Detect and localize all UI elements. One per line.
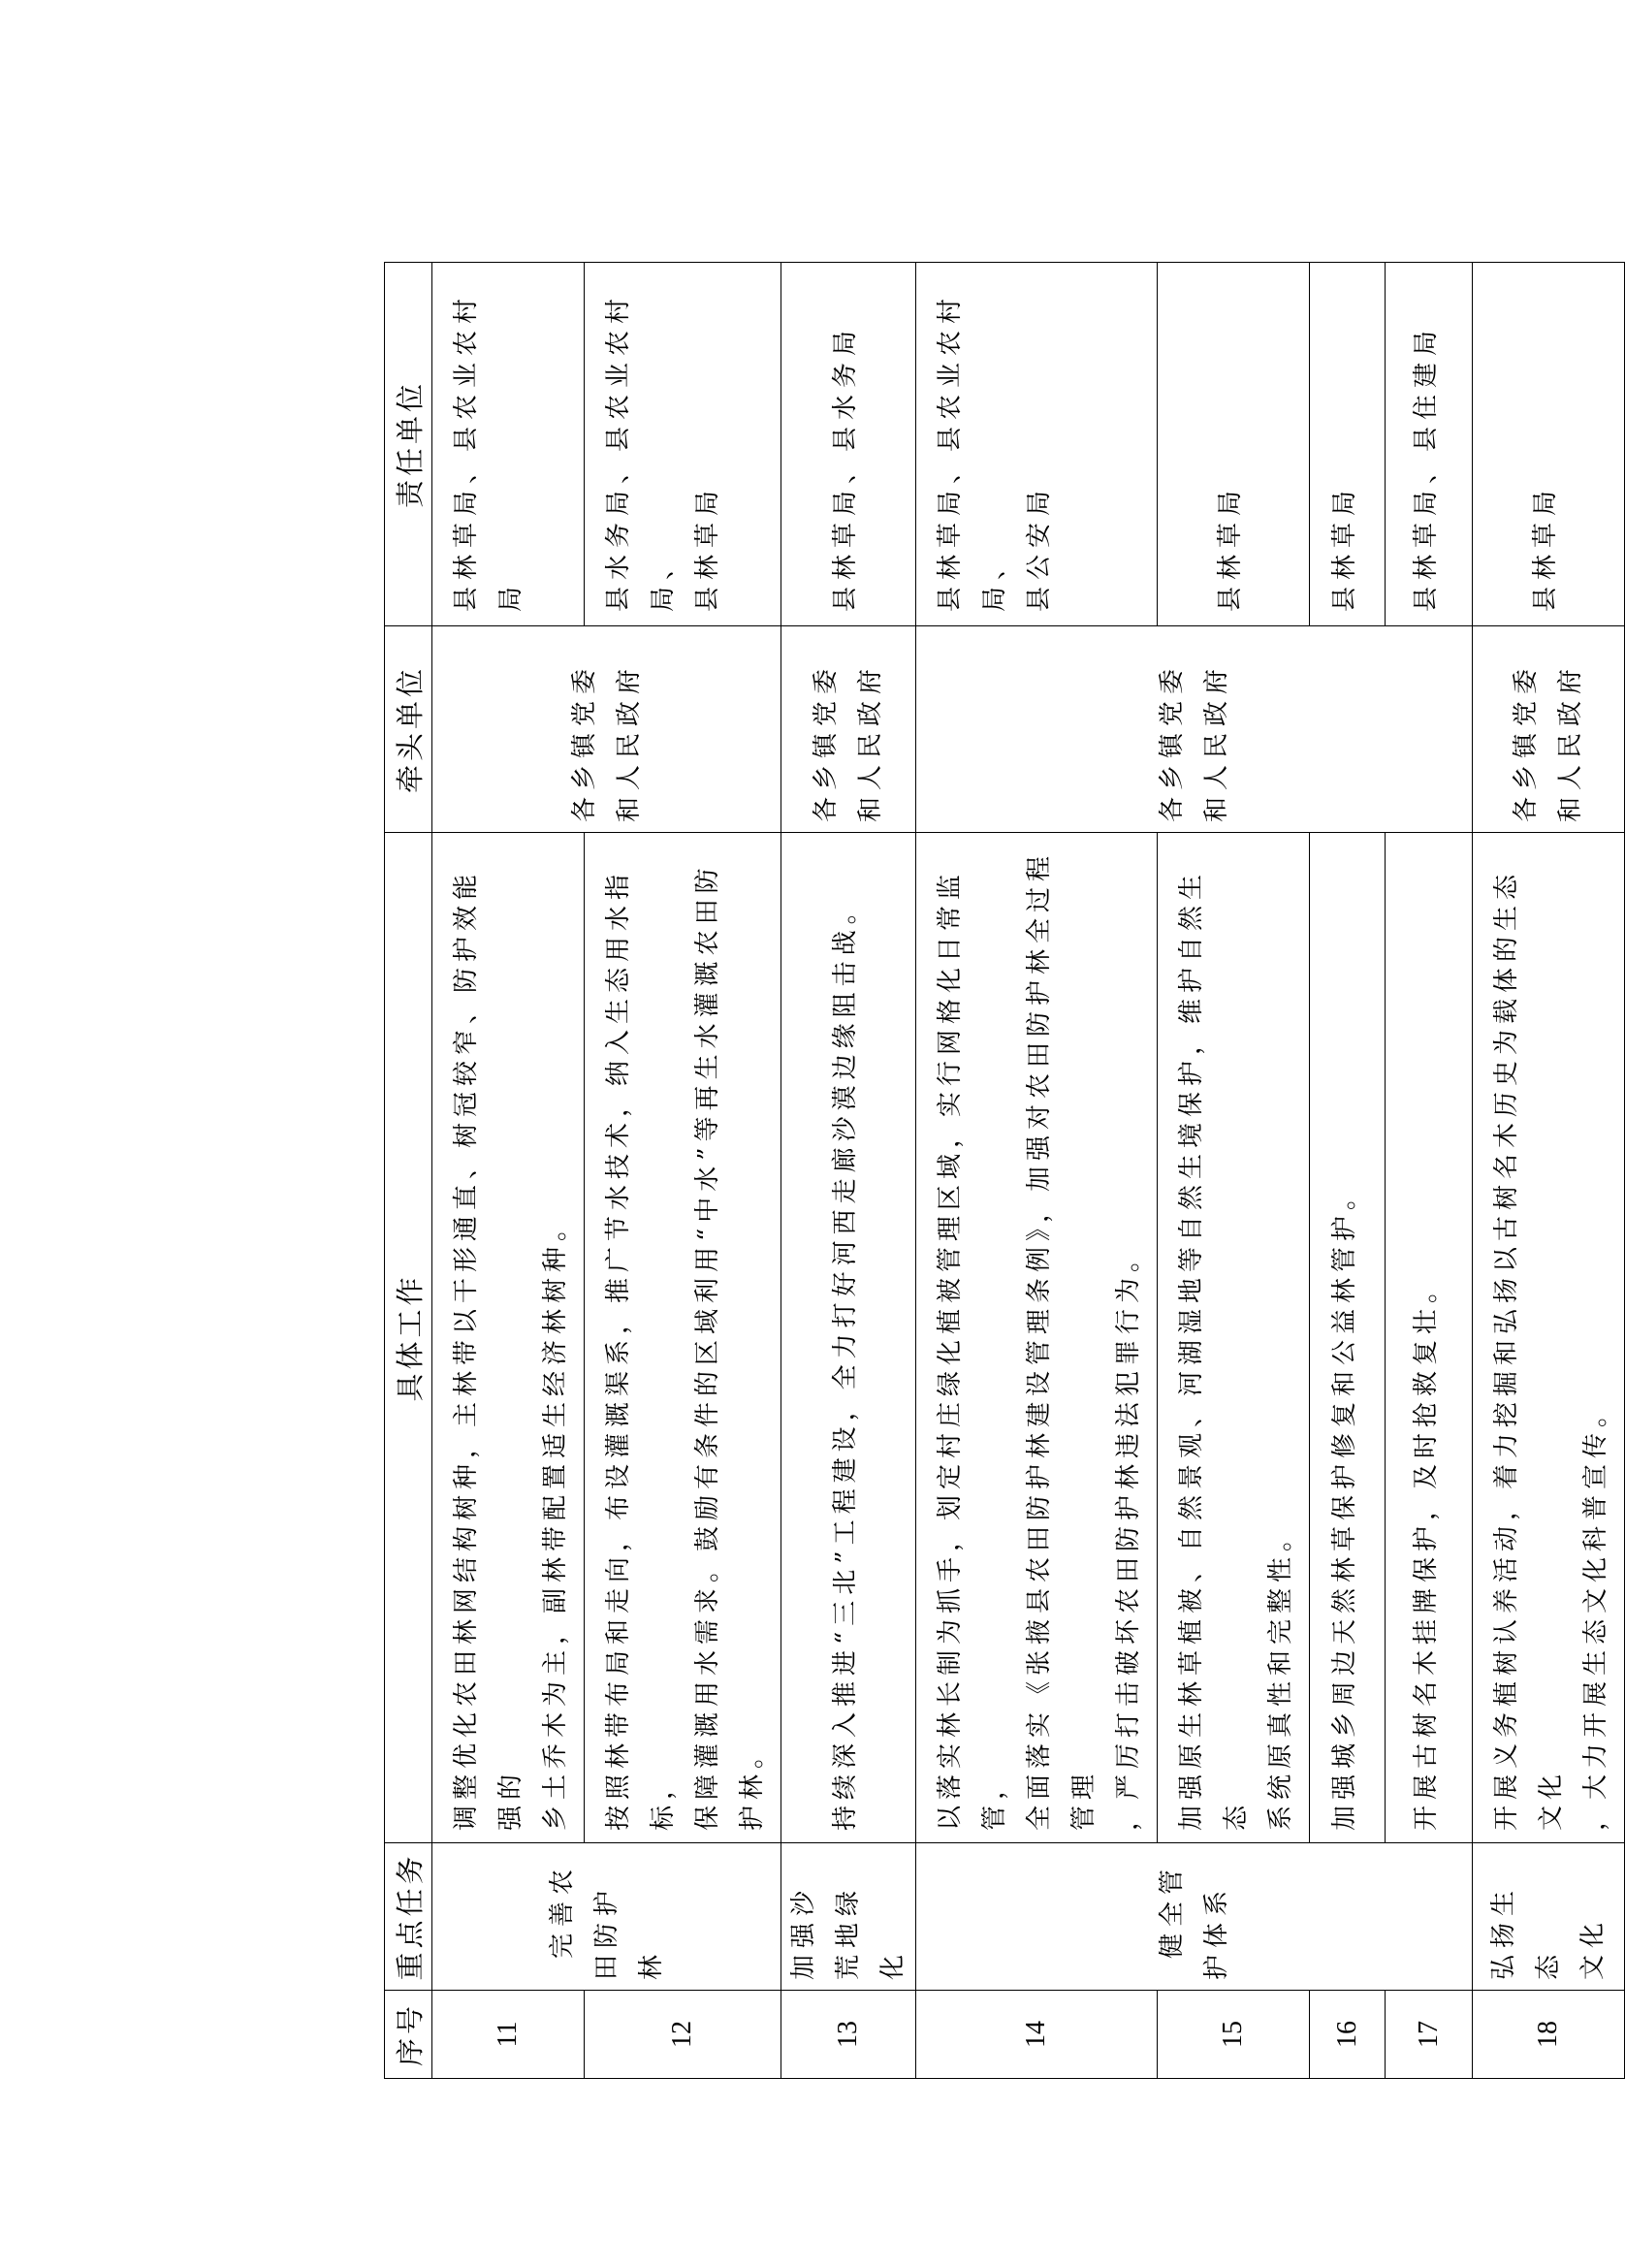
resp-line: 县林草局、县住建局 <box>1411 323 1441 612</box>
work-line: 系统原真性和完整性。 <box>1266 1519 1295 1831</box>
lead-line: 各乡镇党委 <box>1157 661 1187 822</box>
lead-line: 各乡镇党委 <box>569 661 599 822</box>
resp-cell <box>1386 263 1473 626</box>
row-number: 13 <box>781 1991 916 2079</box>
task-line: 健全管 <box>1157 1862 1187 1959</box>
table-row <box>1310 263 1386 2079</box>
task-line: 弘扬生态 <box>1489 1883 1563 1980</box>
resp-line: 县水务局、县农业农村局、 <box>604 291 678 612</box>
work-cell <box>1310 833 1386 1843</box>
row-number: 14 <box>916 1991 1158 2079</box>
row-number: 11 <box>432 1991 585 2079</box>
resp-line: 县林草局、县农业农村局 <box>452 291 526 612</box>
work-line: 全面落实《张掖县农田防护林建设管理条例》，加强对农田防护林全过程管理 <box>1025 849 1099 1831</box>
work-cell <box>1386 833 1473 1843</box>
work-line: 开展义务植树认养活动，着力挖掘和弘扬以古树名木历史为载体的生态文化 <box>1492 868 1566 1831</box>
work-cell <box>585 833 781 1843</box>
table-row <box>1473 263 1625 2079</box>
table-row <box>916 263 1158 2079</box>
resp-cell <box>1473 263 1625 626</box>
work-cell <box>1158 833 1310 1843</box>
work-cell <box>781 833 916 1843</box>
lead-line: 各乡镇党委 <box>812 661 841 822</box>
work-cell <box>916 833 1158 1843</box>
resp-line: 县公安局 <box>1025 483 1054 612</box>
row-number: 16 <box>1310 1991 1386 2079</box>
header-num: 序号 <box>385 1991 432 2079</box>
resp-cell <box>1310 263 1386 626</box>
header-lead: 牵头单位 <box>385 626 432 833</box>
row-number: 17 <box>1386 1991 1473 2079</box>
work-line: 开展古树名木挂牌保护，及时抢救复壮。 <box>1411 1271 1441 1831</box>
resp-cell <box>781 263 916 626</box>
work-cell <box>1473 833 1625 1843</box>
lead-line: 和人民政府 <box>614 661 644 822</box>
table-row <box>432 263 585 2079</box>
task-cell <box>432 1843 781 1991</box>
work-line: ，大力开展生态文化科普宣传。 <box>1581 1395 1610 1831</box>
task-line: 护体系 <box>1201 1883 1231 1980</box>
work-line: 持续深入推进“三北”工程建设，全力打好河西走廊沙漠边缘阻击战。 <box>831 893 860 1831</box>
task-line: 文化 <box>1578 1915 1608 1980</box>
lead-cell <box>432 626 781 833</box>
work-line: 以落实林长制为抓手，划定村庄绿化植被管理区域，实行网格化日常监管， <box>936 868 1009 1831</box>
header-work: 具体工作 <box>385 833 432 1843</box>
work-line: ，严厉打击破坏农田防护林违法犯罪行为。 <box>1114 1240 1143 1831</box>
table-row <box>781 263 916 2079</box>
resp-cell <box>585 263 781 626</box>
resp-line: 县林草局 <box>1531 483 1560 612</box>
resp-line: 县林草局 <box>1216 483 1245 612</box>
table-row <box>1386 263 1473 2079</box>
task-cell <box>916 1843 1473 1991</box>
resp-line: 县林草局 <box>693 483 722 612</box>
row-number: 15 <box>1158 1991 1310 2079</box>
work-line: 保障灌溉用水需求。鼓励有条件的区域利用“中水”等再生水灌溉农田防护林。 <box>693 862 767 1831</box>
lead-line: 和人民政府 <box>1556 661 1585 822</box>
task-line: 荒地绿化 <box>834 1883 908 1980</box>
table-row <box>585 263 781 2079</box>
work-line: 乡土乔木为主，副林带配置适生经济林树种。 <box>541 1209 570 1831</box>
lead-cell <box>916 626 1473 833</box>
row-number: 12 <box>585 1991 781 2079</box>
resp-line: 县林草局、县农业农村局、 <box>936 291 1009 612</box>
task-line: 加强沙 <box>789 1883 818 1980</box>
resp-cell <box>916 263 1158 626</box>
header-task: 重点任务 <box>385 1843 432 1991</box>
lead-line: 各乡镇党委 <box>1512 661 1541 822</box>
resp-cell <box>1158 263 1310 626</box>
rotated-table-wrapper <box>384 263 1610 2079</box>
task-table <box>384 262 1625 2079</box>
lead-cell <box>781 626 916 833</box>
table-row <box>1158 263 1310 2079</box>
task-cell <box>1473 1843 1625 1991</box>
work-cell <box>432 833 585 1843</box>
work-line: 加强城乡周边天然林草保护修复和公益林管护。 <box>1329 1178 1359 1831</box>
resp-line: 县林草局、县水务局 <box>831 323 860 612</box>
work-line: 加强原生林草植被、自然景观、河湖湿地等自然生境保护，维护自然生态 <box>1177 868 1251 1831</box>
header-resp: 责任单位 <box>385 263 432 626</box>
task-line: 田防护林 <box>591 1883 666 1980</box>
work-line: 按照林带布局和走向，布设灌溉渠系，推广节水技术，纳入生态用水指标， <box>604 868 678 1831</box>
work-line: 调整优化农田林网结构树种，主林带以干形通直、树冠较窄、防护效能强的 <box>452 868 526 1831</box>
row-number: 18 <box>1473 1991 1625 2079</box>
table-header-row <box>385 263 432 2079</box>
resp-line: 县林草局 <box>1329 483 1359 612</box>
lead-line: 和人民政府 <box>856 661 885 822</box>
task-line: 完善农 <box>547 1862 577 1959</box>
lead-cell <box>1473 626 1625 833</box>
task-cell <box>781 1843 916 1991</box>
lead-line: 和人民政府 <box>1201 661 1231 822</box>
resp-cell <box>432 263 585 626</box>
